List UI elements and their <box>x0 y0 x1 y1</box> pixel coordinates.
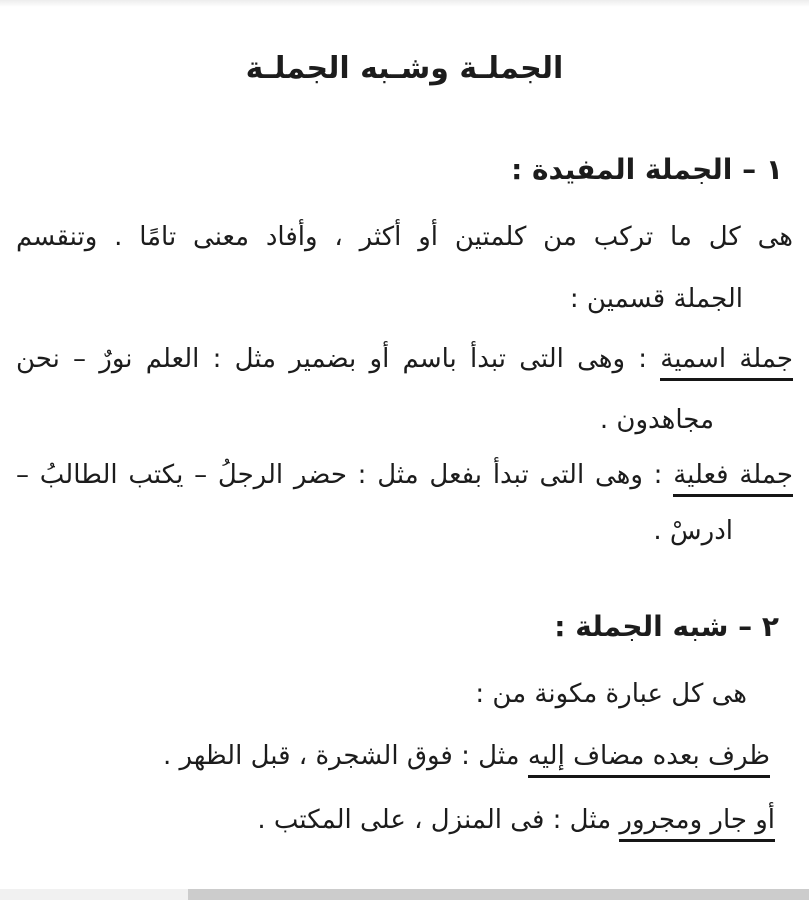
horizontal-scrollbar[interactable] <box>0 889 809 900</box>
prepositional-phrase-line <box>257 802 775 838</box>
adverbial-term-underlined: ظرف بعده مضاف إليه <box>528 741 770 778</box>
verbal-term-underlined: جملة فعلية <box>673 460 793 497</box>
section-2-heading: ٢ – شبه الجملة : <box>554 610 779 643</box>
horizontal-scrollbar-thumb[interactable] <box>188 889 809 900</box>
quasi-sentence-intro: هى كل عبارة مكونة من : <box>475 679 747 709</box>
prepositional-term-underlined: أو جار ومجرور <box>619 805 775 842</box>
verbal-sentence-text: : وهى التى تبدأ بفعل مثل : حضر الرجلُ – يكتب الطالبُ – <box>16 460 674 490</box>
nominal-term-underlined: جملة اسمية <box>660 344 793 381</box>
adverbial-phrase-line <box>163 738 770 774</box>
section-1-heading: ١ – الجملة المفيدة : <box>511 153 783 186</box>
top-edge-shadow <box>0 0 809 7</box>
nominal-sentence-text: : وهى التى تبدأ باسم أو بضمير مثل : العلم نورٌ – نحن <box>16 344 661 374</box>
verbal-sentence-continuation: ادرسْ . <box>653 516 733 546</box>
verbal-sentence-line <box>16 457 793 493</box>
sentence-definition-continuation: الجملة قسمين : <box>569 284 743 314</box>
nominal-sentence-continuation: مجاهدون . <box>599 405 714 435</box>
sentence-definition-line: هى كل ما تركب من كلمتين أو أكثر ، وأفاد معنى تامًا . وتنقسم <box>16 222 793 252</box>
page-title: الجملـة وشـبه الجملـة <box>245 51 564 86</box>
nominal-sentence-line <box>16 341 793 377</box>
adverbial-phrase-text: مثل : فوق الشجرة ، قبل الظهر . <box>162 741 528 771</box>
prepositional-phrase-text: مثل : فى المنزل ، على المكتب . <box>257 805 620 835</box>
